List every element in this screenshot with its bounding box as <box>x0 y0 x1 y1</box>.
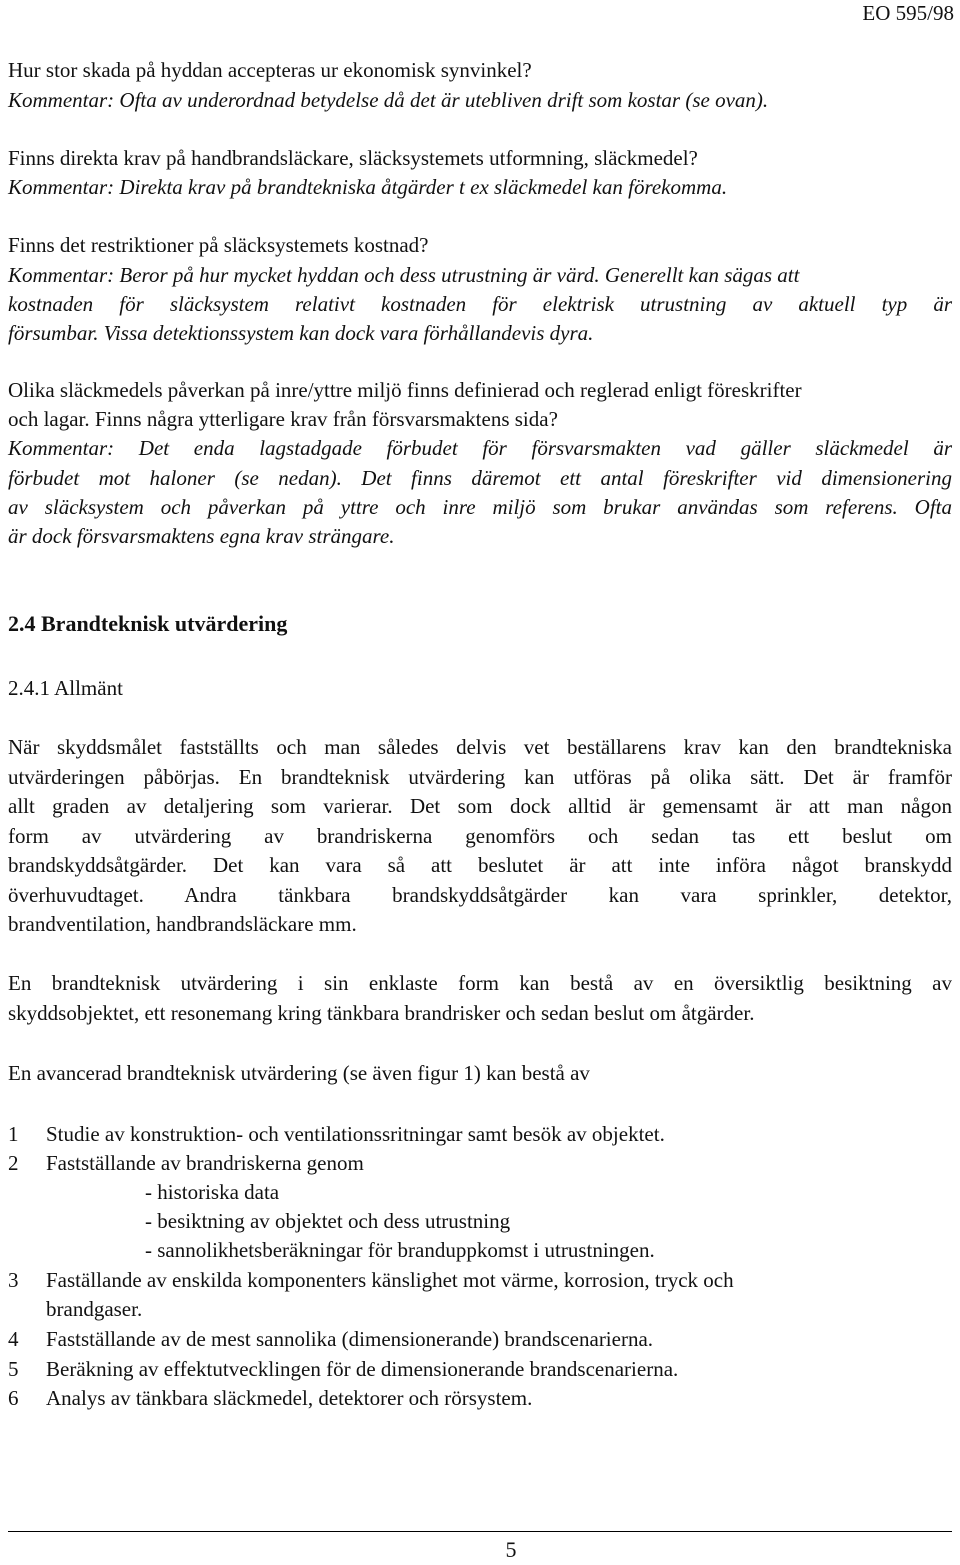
comment-environment-line-4: är dock försvarsmaktens egna krav strängare. <box>8 524 395 548</box>
list-item: Faställande av enskilda komponenters känslighet mot värme, korrosion, tryck och <box>46 1268 734 1292</box>
list-item: Fastställande av de mest sannolika (dimensionerande) brandscenarierna. <box>46 1327 654 1351</box>
paragraph-line: En brandteknisk utvärdering i sin enklaste form kan bestå av en översiktlig besiktning av <box>8 971 952 995</box>
sub-list-item: - besiktning av objektet och dess utrustning <box>145 1209 511 1233</box>
comment-environment-line-1: Kommentar: Det enda lagstadgade förbudet för försvarsmakten vad gäller släckmedel är <box>8 436 952 460</box>
comment-cost-line-2: kostnaden för släcksystem relativt kostnaden för elektrisk utrustning av aktuell typ är <box>8 292 952 316</box>
list-item-continuation: brandgaser. <box>46 1297 143 1321</box>
paragraph-line: allt graden av detaljering som varierar. Det som dock alltid är gemensamt är att man någon <box>8 794 952 818</box>
paragraph-line: brandskyddsåtgärder. Det kan vara så att beslutet är att inte införa något branskydd <box>8 853 952 877</box>
comment-damage: Kommentar: Ofta av underordnad betydelse då det är utebliven drift som kostar (se ovan). <box>8 88 769 112</box>
paragraph-line: utvärderingen påbörjas. En brandteknisk utvärdering kan utföras på olika sätt. Det är framför <box>8 765 952 789</box>
list-number: 2 <box>8 1151 19 1175</box>
question-environment-line-1: Olika släckmedels påverkan på inre/yttre miljö finns definierad och reglerad enligt föreskrifter <box>8 378 802 402</box>
list-number: 4 <box>8 1327 19 1351</box>
list-number: 6 <box>8 1386 19 1410</box>
paragraph-line: När skyddsmålet fastställts och man således delvis vet beställarens krav kan den brandtekniska <box>8 735 952 759</box>
comment-cost-line-1: Kommentar: Beror på hur mycket hyddan och dess utrustning är värd. Generellt kan sägas att <box>8 263 800 287</box>
comment-requirements: Kommentar: Direkta krav på brandtekniska åtgärder t ex släckmedel kan förekomma. <box>8 175 728 199</box>
question-environment-line-2: och lagar. Finns några ytterligare krav från försvarsmaktens sida? <box>8 407 558 431</box>
document-id: EO 595/98 <box>862 1 954 25</box>
list-number: 3 <box>8 1268 19 1292</box>
paragraph-line: form av utvärdering av brandriskerna genomförs och sedan tas ett beslut om <box>8 824 952 848</box>
question-damage: Hur stor skada på hyddan accepteras ur ekonomisk synvinkel? <box>8 58 532 82</box>
list-intro: En avancerad brandteknisk utvärdering (se även figur 1) kan bestå av <box>8 1061 590 1085</box>
footer-divider <box>8 1531 952 1532</box>
sub-list-item: - historiska data <box>145 1180 280 1204</box>
list-item: Beräkning av effektutvecklingen för de dimensionerande brandscenarierna. <box>46 1357 679 1381</box>
question-cost: Finns det restriktioner på släcksystemets kostnad? <box>8 233 429 257</box>
question-requirements: Finns direkta krav på handbrandsläckare, släcksystemets utformning, släckmedel? <box>8 146 698 170</box>
list-number: 5 <box>8 1357 19 1381</box>
list-item: Fastställande av brandriskerna genom <box>46 1151 364 1175</box>
page-number: 5 <box>505 1537 517 1562</box>
comment-environment-line-2: förbudet mot haloner (se nedan). Det finns däremot ett antal föreskrifter vid dimensionering <box>8 466 952 490</box>
section-heading: 2.4 Brandteknisk utvärdering <box>8 611 288 636</box>
list-number: 1 <box>8 1122 19 1146</box>
list-item: Studie av konstruktion- och ventilationssritningar samt besök av objektet. <box>46 1122 665 1146</box>
paragraph-line: överhuvudtaget. Andra tänkbara brandskyddsåtgärder kan vara sprinkler, detektor, <box>8 883 952 907</box>
sub-list-item: - sannolikhetsberäkningar för branduppkomst i utrustningen. <box>145 1238 655 1262</box>
subsection-heading: 2.4.1 Allmänt <box>8 676 123 700</box>
paragraph-line: brandventilation, handbrandsläckare mm. <box>8 912 357 936</box>
comment-cost-line-3: försumbar. Vissa detektionssystem kan dock vara förhållandevis dyra. <box>8 321 594 345</box>
comment-environment-line-3: av släcksystem och påverkan på yttre och inre miljö som brukar användas som referens. Ofta <box>8 495 952 519</box>
paragraph-line: skyddsobjektet, ett resonemang kring tänkbara brandrisker och sedan beslut om åtgärder. <box>8 1001 755 1025</box>
list-item: Analys av tänkbara släckmedel, detektorer och rörsystem. <box>46 1386 533 1410</box>
